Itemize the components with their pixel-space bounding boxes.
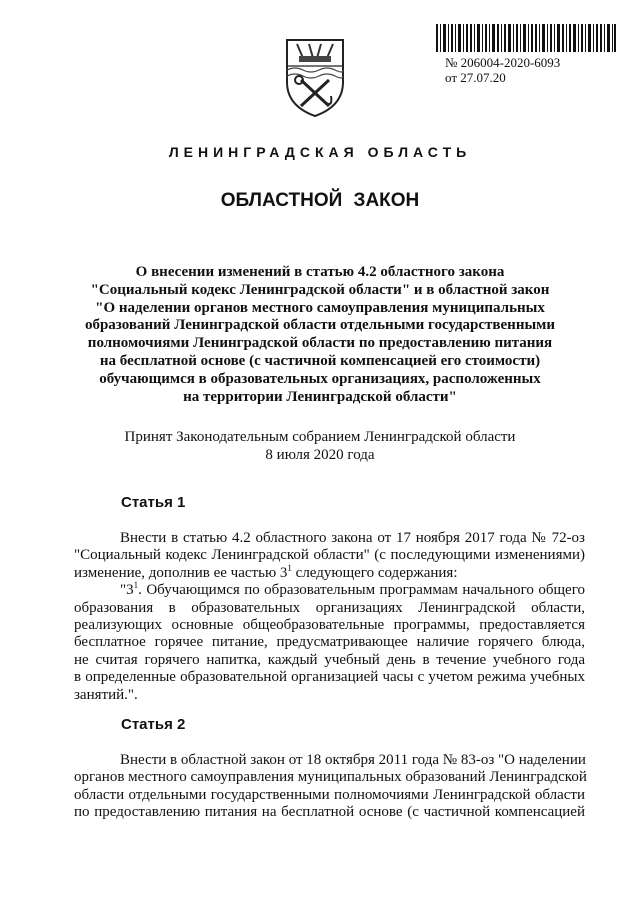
- text-line: области отдельными государственными полномочиями Ленинградской области: [74, 786, 585, 803]
- text-line: "Социальный кодекс Ленинградской области" (с последующими изменениями): [74, 547, 585, 564]
- article-2-text: [74, 752, 585, 822]
- article-2-heading: Статья 2: [121, 716, 186, 733]
- region-name: ЛЕНИНГРАДСКАЯ ОБЛАСТЬ: [168, 144, 472, 160]
- text-line: не считая горячего напитка, каждый учебный день в течение учебного года: [74, 651, 585, 668]
- text-line: бесплатное горячее питание, предусматривающее наличие горячего блюда,: [74, 634, 585, 651]
- coat-of-arms-emblem: [283, 36, 347, 118]
- law-title: [60, 264, 580, 406]
- registration-number: № 206004-2020-6093: [445, 55, 561, 70]
- registration-stamp: [445, 55, 560, 85]
- article-1-text: [74, 530, 585, 704]
- text-line: в определенные образовательной организацией часы с учетом режима учебных: [74, 669, 585, 686]
- title-line: образований Ленинградской области отдельными государственными: [84, 317, 556, 334]
- adoption-date: 8 июля 2020 года: [265, 447, 375, 463]
- title-line: О внесении изменений в статью 4.2 областного закона: [135, 264, 505, 280]
- text-line: органов местного самоуправления муниципальных образований Ленинградской: [74, 769, 587, 786]
- text-line: образования в образовательных организациях Ленинградской области,: [74, 599, 585, 616]
- text-line: реализующих основные общеобразовательные программы, предоставляется: [74, 617, 585, 634]
- barcode-image: [436, 24, 616, 52]
- title-line: обучающимся в образовательных организациях, расположенных: [99, 370, 541, 387]
- text-line: Внести в областной закон от 18 октября 2011 года № 83-оз "О наделении: [120, 752, 586, 768]
- adoption-body: Принят Законодательным собранием Ленинградской области: [124, 429, 516, 445]
- title-line: полномочиями Ленинградской области по предоставлению питания: [87, 335, 553, 352]
- title-line: "Социальный кодекс Ленинградской области" и в областной закон: [90, 281, 550, 298]
- article-1-heading: Статья 1: [121, 494, 186, 511]
- registration-date: от 27.07.20: [445, 70, 506, 85]
- text-line: по предоставлению питания на бесплатной основе (с частичной компенсацией: [74, 804, 585, 821]
- adoption-note: [0, 428, 640, 464]
- text-line: "$3^1$. Обучающимся по образовательным программам начального общего: [120, 580, 585, 599]
- title-line: на бесплатной основе (с частичной компенсацией его стоимости): [99, 352, 541, 369]
- title-line: "О наделении органов местного самоуправления муниципальных: [95, 299, 545, 316]
- text-line: изменение, дополнив ее частью $3^1$ следующего содержания:: [74, 562, 458, 581]
- text-line: занятий.".: [74, 686, 138, 703]
- text-line: Внести в статью 4.2 областного закона от 17 ноября 2017 года № 72-оз: [120, 530, 585, 546]
- title-line: на территории Ленинградской области": [183, 388, 457, 405]
- document-type: ОБЛАСТНОЙ ЗАКОН: [220, 190, 420, 211]
